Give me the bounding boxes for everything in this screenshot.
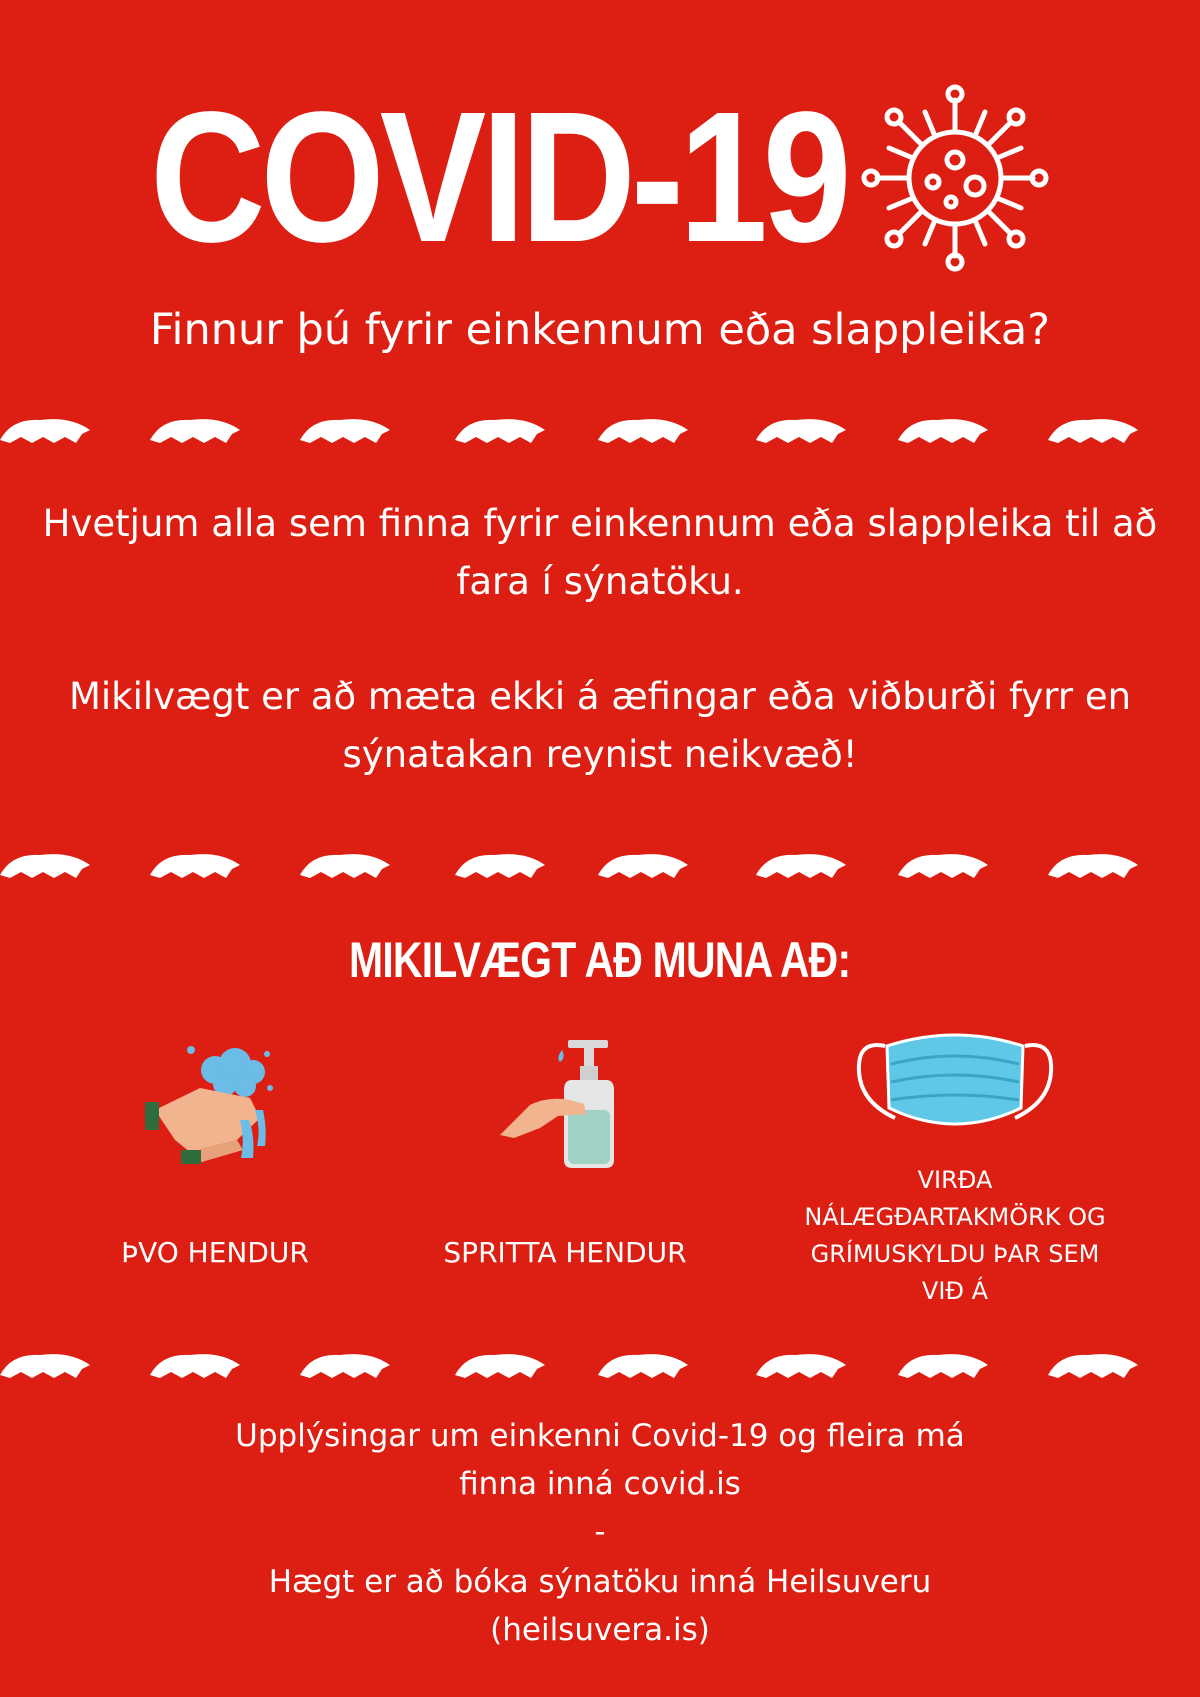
brush-stroke [756,419,846,443]
brush-stroke [1048,1354,1138,1378]
virus-icon [855,78,1055,278]
brush-stroke [898,854,988,878]
tip-label-wash-hands: ÞVO HENDUR [121,1236,309,1269]
handwashing-icon [145,1040,280,1165]
brush-stroke [598,854,688,878]
face-mask-icon [855,1020,1055,1145]
footer-line-1: Upplýsingar um einkenni Covid-19 og fleira má [235,1418,965,1454]
remember-heading-text: MIKILVÆGT AÐ MUNA AÐ: [349,932,851,988]
brush-stroke [300,419,390,443]
hand-sanitizer-icon [500,1040,635,1170]
page-title: COVID-19 [150,74,847,281]
page-subtitle: Finnur þú fyrir einkennum eða slappleika? [149,305,1051,355]
brush-stroke [598,1354,688,1378]
brush-stroke [300,854,390,878]
brush-stroke [455,1354,545,1378]
brush-stroke [455,854,545,878]
footer-line-2: finna inná covid.is [459,1466,741,1502]
brush-stroke [455,419,545,443]
remember-heading [0,925,1200,995]
footer-line-3: Hægt er að bóka sýnatöku inná Heilsuveru [268,1564,932,1600]
tip-label-sanitize-hands: SPRITTA HENDUR [443,1236,687,1269]
brush-stroke [756,1354,846,1378]
brush-stroke [756,854,846,878]
brush-divider [0,845,1200,885]
brush-stroke [598,419,688,443]
tip-label-distancing-masks: VIRÐA NÁLÆGÐARTAKMÖRK OG GRÍMUSKYLDU ÞAR SEM VIÐ Á [804,1166,1106,1305]
brush-stroke [0,1354,90,1378]
brush-divider [0,1345,1200,1385]
brush-stroke [1048,419,1138,443]
message-paragraph-1: Hvetjum alla sem finna fyrir einkennum eða slappleika til að fara í sýnatöku. [42,502,1158,603]
brush-stroke [898,1354,988,1378]
brush-stroke [0,854,90,878]
brush-divider [0,410,1200,450]
brush-stroke [300,1354,390,1378]
brush-stroke [150,419,240,443]
footer-separator: - [594,1514,606,1550]
brush-stroke [150,1354,240,1378]
brush-stroke [0,419,90,443]
message-paragraph-2: Mikilvægt er að mæta ekki á æfingar eða viðburði fyrr en sýnatakan reynist neikvæð! [68,675,1132,776]
brush-stroke [1048,854,1138,878]
footer-line-4: (heilsuvera.is) [490,1612,710,1648]
brush-stroke [150,854,240,878]
brush-stroke [898,419,988,443]
